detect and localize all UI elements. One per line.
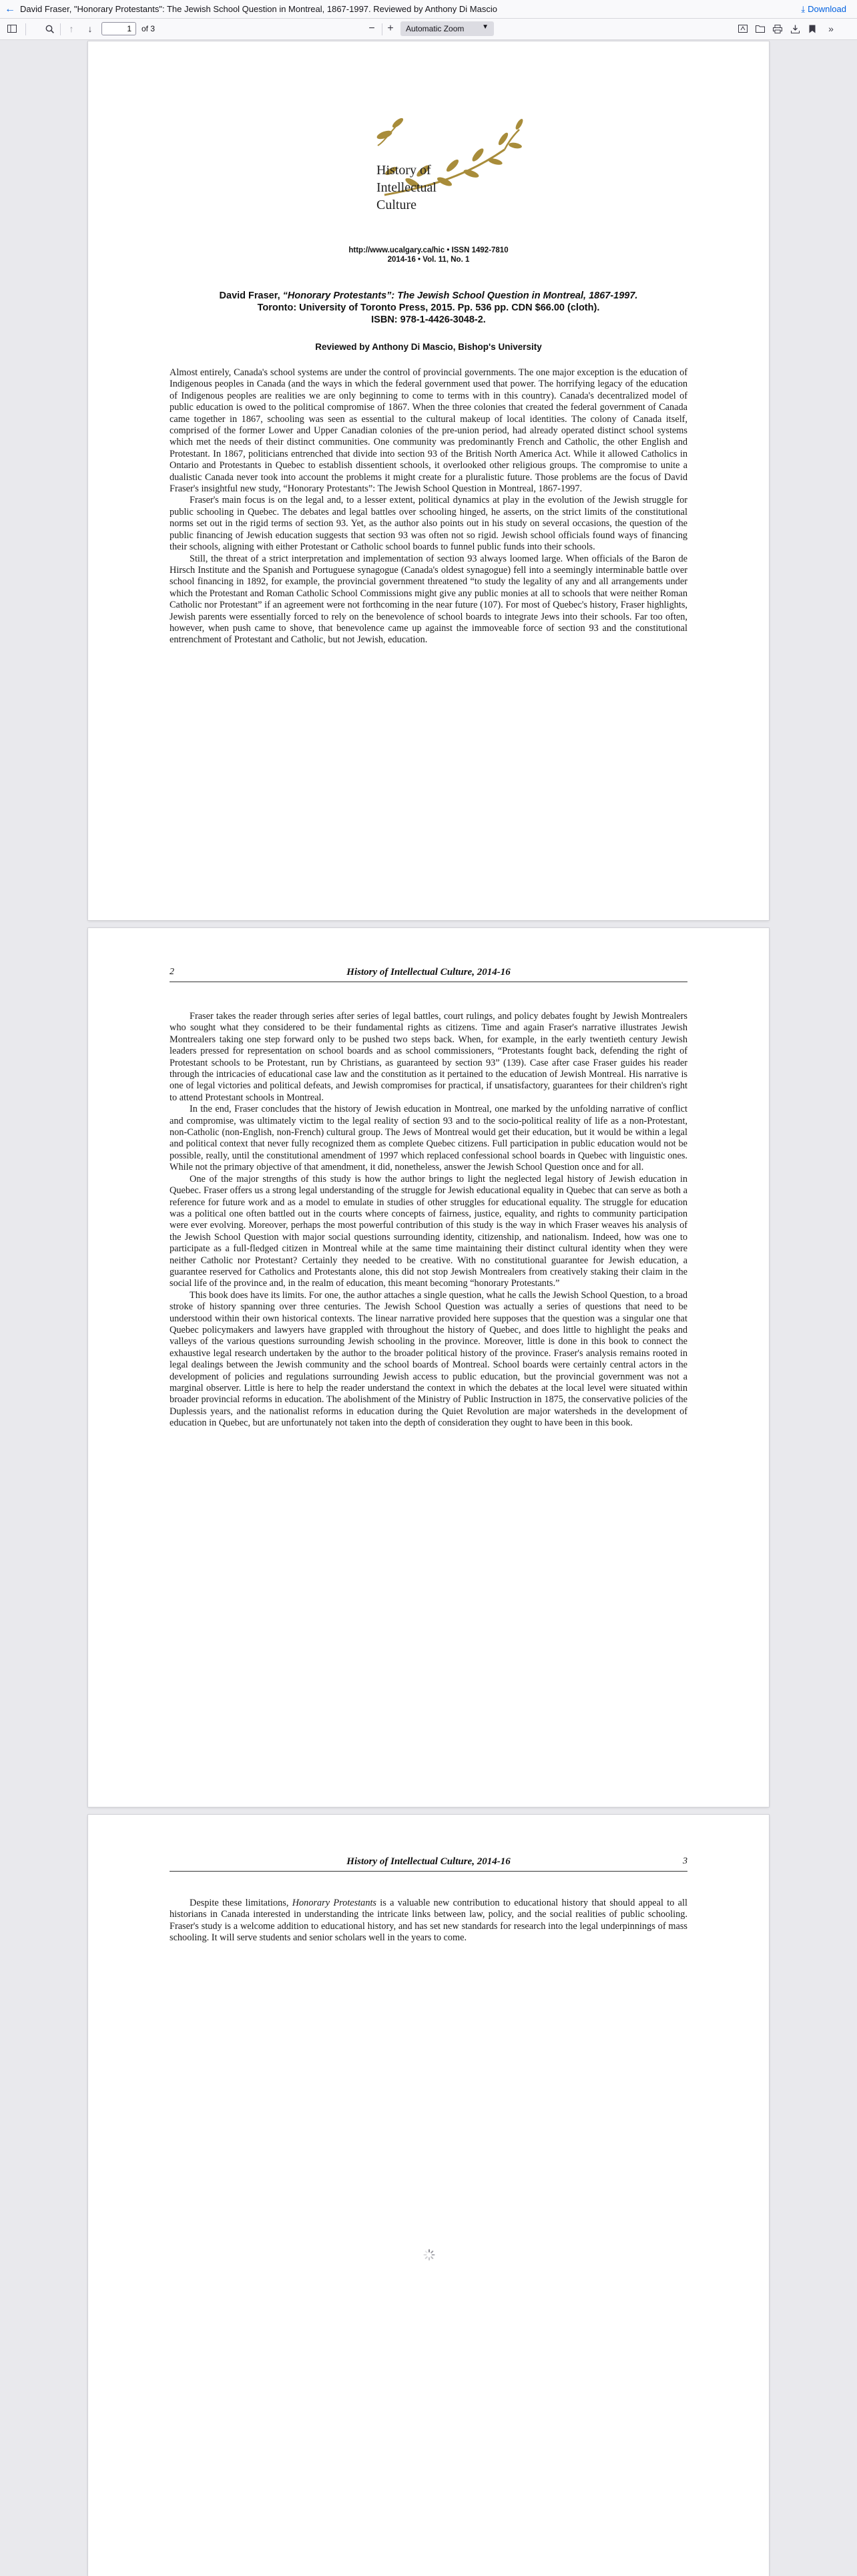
- document-title-bar: [0, 0, 857, 19]
- open-file-icon[interactable]: [753, 21, 768, 36]
- zoom-select[interactable]: [400, 21, 494, 36]
- text-tool-icon[interactable]: [736, 21, 750, 36]
- print-icon[interactable]: [770, 21, 785, 36]
- running-head-journal: History of Intellectual Culture, 2014-16: [346, 1856, 511, 1867]
- journal-logo-text: History of Intellectual Culture: [376, 163, 437, 212]
- back-arrow-icon[interactable]: ←: [5, 3, 15, 15]
- journal-volume: 2014-16 • Vol. 11, No. 1: [387, 256, 470, 264]
- review-body-page2: [170, 1011, 687, 1430]
- paragraph: This book does have its limits. For one, the author attaches a single question, what he calls the Jewish School Question, to a broad stroke of history spanning over three centuries. The Jewish School Question was actually a series of questions that need to be understood within their own historical contexts. The linear narrative provided here supposes that the question was a singular one that Quebec policymakers and lawyers have grappled with throughout the history of Quebec, and does little to highlight the peaks and valleys of the various questions surrounding Jewish schooling in the province. Moreover, little is done in this book to connect the exhaustive legal research undertaken by the author to the broader political history of the province. Fraser's analysis remains rooted in legal dealings between the Jewish community and the school boards of Montreal. School boards were certainly central actors in the development of policies and regulations surrounding Jewish access to public education, but the provincial government was not a marginal observer. Little is here to help the reader understand the context in which the debates at the local level were situated within broader provincial reforms in education. The abolishment of the Ministry of Public Instruction in 1875, the conservative policies of the Duplessis years, and the nationalist reforms in education during the Quiet Revolution are major watersheds in the development of education in Quebec, but are unfortunately not taken into the depth of consideration they ought to have been in this book.: [170, 1289, 687, 1429]
- page-number: 2: [170, 967, 174, 977]
- paragraph: Almost entirely, Canada's school systems are under the control of provincial governments. The one major exception is the education of Indigenous peoples in Canada (and the ways in which the federal government used that power. The horrifying legacy of the education of Indigenous peoples are realities we are only beginning to come to terms with in this country). Canada's decentralized model of public education is owed to the political compromise of 1867. When the three colonies that created the federal government of Canada came together in 1867, schooling was seen as essential to the cultural makeup of local identities. The colony of Canada itself, comprised of the former Lower and Upper Canadian colonies of the pre-union period, had already operated distinct school systems which met the needs of their distinct communities. One community was predominantly French and Catholic, the other English and Protestant. In 1867, politicians entrenched that divide into section 93 of the British North America Act. While it allowed Catholics in Ontario and Protestants in Quebec to establish dissentient schools, it overlooked other religious groups. The compromise to unite a dualistic Canada never took into account the problems it might create for a pluralistic future. Those problems are the focus of David Fraser's insightful new study, “Honorary Protestants”: The Jewish School Question in Montreal, 1867-1997.: [170, 367, 687, 495]
- paragraph: Fraser takes the reader through series after series of legal battles, court rulings, and policy debates fought by Jewish Montrealers who sought what they considered to be their fundamental rights as citizens. Time and again Fraser's narrative illustrates Jewish Montrealers taking one step forward only to be pushed two steps back. When, for example, in the early twentieth century Jewish leaders pressed for representation on school boards and as school commissioners, “Protestants fought back, defending the right of Protestant schools to be Protestant, run by Christians, as guaranteed by section 93” (139). Case after case Fraser guides his reader through the intricacies of educational case law and the constitution as it pertained to the education of Jewish Montreal. His narrative is one of legal victories and political defeats, and Jewish compromises for practical, if unsatisfactory, guarantees for their children's right to attend Protestant schools in Montreal.: [170, 1011, 687, 1103]
- bookmark-icon[interactable]: [805, 21, 820, 36]
- page-number: 3: [683, 1856, 687, 1866]
- loading-spinner-icon: [423, 2249, 435, 2261]
- chevron-down-icon: ▼: [482, 23, 489, 31]
- zoom-in-button[interactable]: +: [387, 23, 394, 34]
- more-tools-chevron-icon[interactable]: »: [828, 23, 834, 34]
- running-head: [170, 967, 687, 982]
- pdf-page-1: [88, 41, 769, 920]
- sidebar-toggle-icon[interactable]: [4, 21, 20, 36]
- paragraph: Fraser's main focus is on the legal and, to a lesser extent, political dynamics at play in the evolution of the Jewish struggle for public schooling in Quebec. The debates and legal battles over schooling hinged, he asserts, on the strict limits of the constitutional norms set out in the rigid terms of section 93. Yet, as the author also points out in his study on several occasions, the question of the public financing of Jewish education suggests that section 93 was often not so rigid. Jewish school officials found ways of financing their schools, aligning with either Protestant or Catholic school boards to funnel public funds into their schools.: [170, 495, 687, 553]
- running-head: [170, 1856, 687, 1872]
- paragraph: One of the major strengths of this study is how the author brings to light the neglected legal history of Jewish education in Quebec. Fraser offers us a strong legal understanding of the struggle for Jewish educational equality in Quebec that can serve as both a reference for future work and as a model to emulate in studies of other struggles for educational equality. The struggle for education was a political one often battled out in the courts where concepts of fairness, justice, equality, and rights to community participation were ever evolving. Moreover, perhaps the most powerful contribution of this study is the way in which Fraser weaves his analysis of the Jewish School Question with major social questions surrounding identity, citizenship, and nationalism. Indeed, how was one to participate as a full-fledged citizen in Montreal while at the same time maintaining their distinct cultural identity when they were neither Catholic nor Protestant? Certainly they needed to be creative. With no constitutional guarantee for Jewish education, a guarantee reserved for Catholics and Protestants alone, this did not stop Jewish Montrealers from creatively staking their claim in the social life of the province and, in the realm of education, this meant becoming “honorary Protestants.”: [170, 1173, 687, 1289]
- save-icon[interactable]: [788, 21, 802, 36]
- pdf-toolbar: [0, 19, 857, 40]
- next-page-icon[interactable]: ↓: [87, 23, 93, 34]
- review-body-page1: [170, 367, 687, 646]
- running-head-journal: History of Intellectual Culture, 2014-16: [346, 967, 511, 978]
- reviewer-line: Reviewed by Anthony Di Mascio, Bishop's University: [315, 342, 542, 352]
- page-number-input[interactable]: [101, 22, 136, 35]
- paragraph: In the end, Fraser concludes that the history of Jewish education in Montreal, one marked by the unfolding narrative of conflict and compromise, was ultimately victim to the legal reality of section 93 and to the socio-political reality of life as a non-Protestant, non-Catholic (non-English, non-French) cultural group. The Jews of Montreal would get their education, but it would be within a legal and political context that never fully recognized them as complete Quebec citizens. Full participation in public education would not be possible, really, until the constitutional amendment of 1997 which replaced confessional school boards in Quebec with linguistic ones. While not the primary objective of that amendment, it did, nonetheless, answer the Jewish School Question once and for all.: [170, 1104, 687, 1173]
- pdf-page-3: [88, 1815, 769, 2576]
- find-search-icon[interactable]: [41, 21, 57, 36]
- download-label: Download: [808, 4, 846, 14]
- zoom-select-value: Automatic Zoom: [406, 24, 465, 33]
- zoom-out-button[interactable]: −: [368, 23, 375, 34]
- paragraph: Despite these limitations, Honorary Protestants is a valuable new contribution to educational history that should appeal to all historians in Canada interested in understanding the intricate links between law, policy, and the social realities of public schooling. Fraser's study is a welcome addition to educational history, and has set new standards for research into the legal underpinnings of mass schooling. It will serve students and senior scholars well in the years to come.: [170, 1898, 687, 1944]
- book-citation: David Fraser, “Honorary Protestants”: The Jewish School Question in Montreal, 1867-1997. Toronto: University of Toronto Press, 2015. Pp. 536 pp. CDN $66.00 (cloth). ISBN: 978-1-4426-3048-2.: [219, 290, 638, 325]
- pdf-page-2: [88, 928, 769, 1807]
- document-title: David Fraser, "Honorary Protestants": The Jewish School Question in Montreal, 1867-1997. Reviewed by Anthony Di Mascio: [20, 4, 497, 14]
- previous-page-icon[interactable]: ↑: [69, 23, 74, 34]
- review-body-page3: [170, 1898, 687, 1944]
- journal-url-issn: http://www.ucalgary.ca/hic • ISSN 1492-7810: [348, 246, 509, 254]
- paragraph: Still, the threat of a strict interpretation and implementation of section 93 always loomed large. When officials of the Baron de Hirsch Institute and the Spanish and Portuguese synagogue (Canada's oldest synagogue) fell into a seemingly interminable battle over school financing in 1892, for example, the provincial government threatened “to study the legality of any and all arrangements under which the Protestant and Roman Catholic School Commissions might give any public monies at all to schools that were neither Roman Catholic nor Protestant” if an agreement were not forthcoming in the near future (107). For most of Quebec's history, Fraser highlights, Jewish parents were essentially forced to rely on the benevolence of school boards to integrate Jews into their schools. Far too often, however, when push came to shove, that benevolence came up against the immoveable force of section 93 and the constitutional entrenchment of Protestant and Catholic, but not Jewish, education.: [170, 553, 687, 646]
- download-button[interactable]: [801, 4, 857, 15]
- page-count-label: of 3: [141, 24, 156, 33]
- download-icon: ⤓: [801, 3, 806, 14]
